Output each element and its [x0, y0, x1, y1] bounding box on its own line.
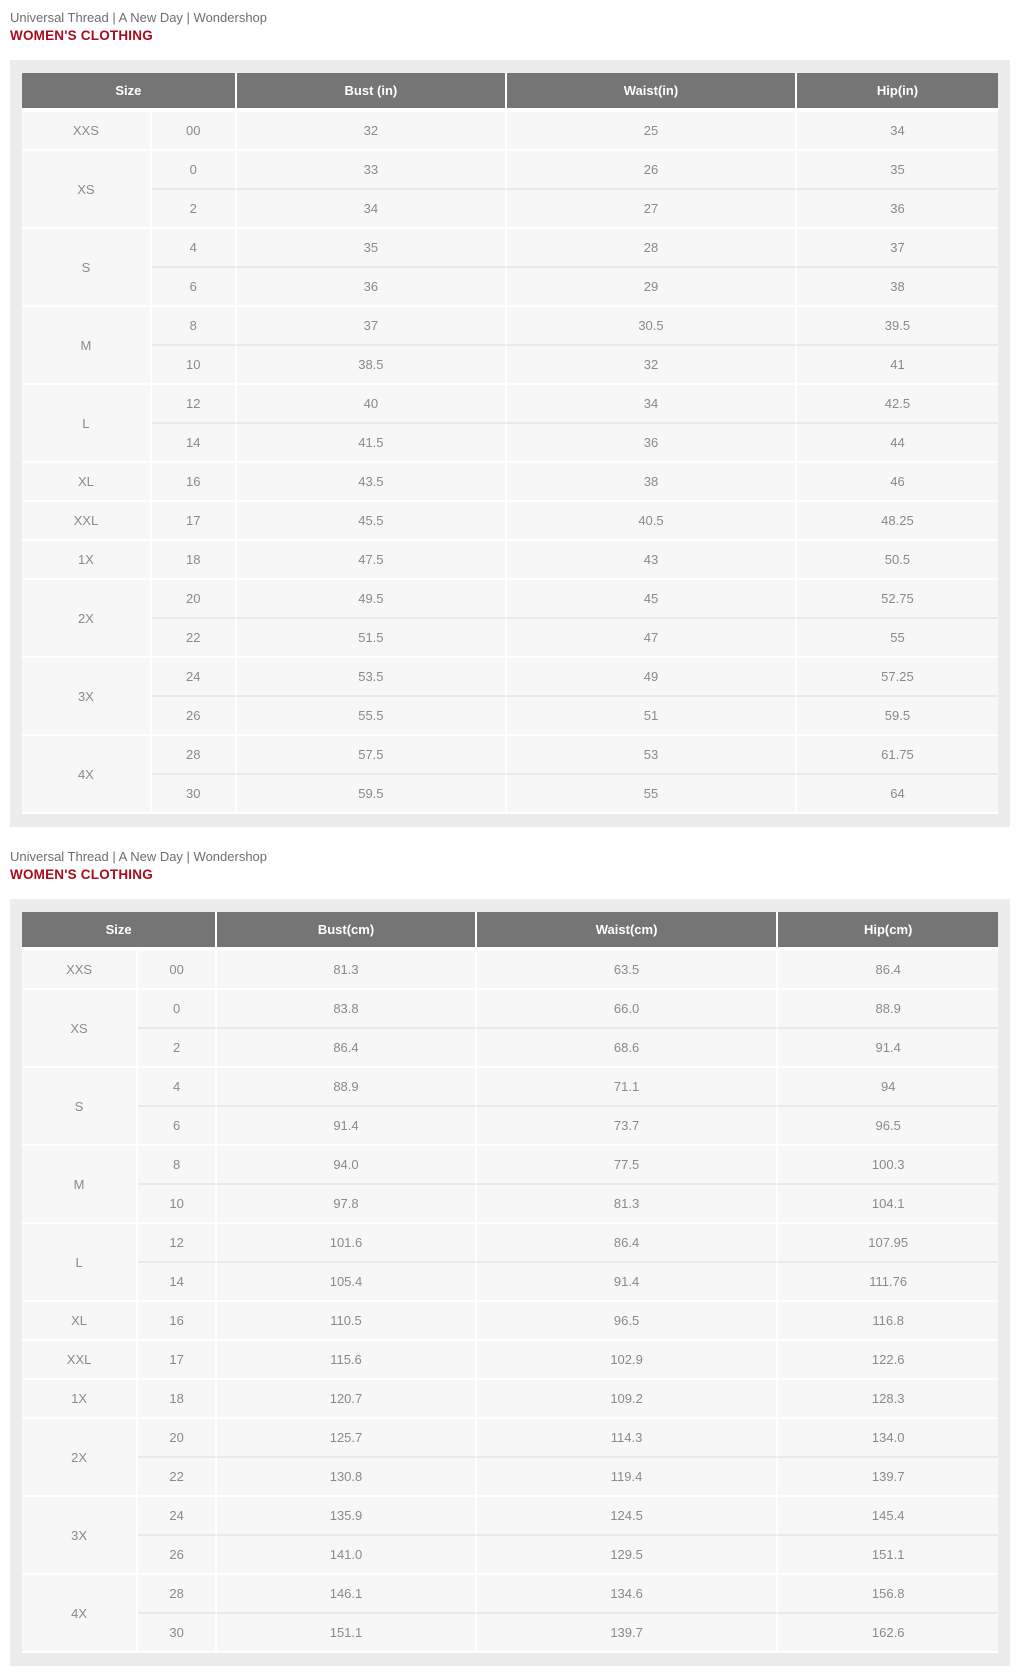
table-row: [22, 1146, 998, 1185]
hip-cell: 100.3: [778, 1146, 998, 1185]
table-row: [22, 424, 998, 463]
size-chart-section-cm: [0, 849, 1024, 1666]
bust-cell: 33: [237, 151, 507, 190]
size-letter-cell: S: [22, 229, 152, 307]
waist-cell: 40.5: [507, 502, 797, 541]
bust-cell: 55.5: [237, 697, 507, 736]
bust-cell: 151.1: [217, 1614, 477, 1653]
hip-cell: 116.8: [778, 1302, 998, 1341]
size-letter-cell: XS: [22, 151, 152, 229]
table-row: [22, 619, 998, 658]
waist-cell: 129.5: [477, 1536, 779, 1575]
table-row: [22, 1458, 998, 1497]
waist-cell: 68.6: [477, 1029, 779, 1068]
table-row: [22, 1107, 998, 1146]
waist-cell: 81.3: [477, 1185, 779, 1224]
hip-cell: 128.3: [778, 1380, 998, 1419]
table-row: [22, 775, 998, 814]
hip-cell: 94: [778, 1068, 998, 1107]
bust-cell: 94.0: [217, 1146, 477, 1185]
size-number-cell: 30: [138, 1614, 217, 1653]
waist-cell: 43: [507, 541, 797, 580]
table-row: [22, 190, 998, 229]
bust-cell: 47.5: [237, 541, 507, 580]
category-title: WOMEN'S CLOTHING: [10, 28, 153, 43]
table-row: [22, 385, 998, 424]
table-header-row: [22, 912, 998, 951]
table-row: [22, 463, 998, 502]
size-letter-cell: 3X: [22, 658, 152, 736]
bust-cell: 43.5: [237, 463, 507, 502]
waist-cell: 109.2: [477, 1380, 779, 1419]
size-number-cell: 10: [152, 346, 237, 385]
table-row: [22, 1302, 998, 1341]
waist-cell: 119.4: [477, 1458, 779, 1497]
bust-cell: 59.5: [237, 775, 507, 814]
table-row: [22, 951, 998, 990]
size-number-cell: 2: [138, 1029, 217, 1068]
waist-cell: 53: [507, 736, 797, 775]
table-row: [22, 346, 998, 385]
size-chart-page: [0, 10, 1024, 1666]
bust-cell: 49.5: [237, 580, 507, 619]
bust-cell: 38.5: [237, 346, 507, 385]
hip-cell: 139.7: [778, 1458, 998, 1497]
size-letter-cell: L: [22, 385, 152, 463]
bust-cell: 41.5: [237, 424, 507, 463]
hip-cell: 122.6: [778, 1341, 998, 1380]
size-number-cell: 0: [138, 990, 217, 1029]
size-number-cell: 16: [138, 1302, 217, 1341]
size-number-cell: 6: [138, 1107, 217, 1146]
size-letter-cell: 4X: [22, 736, 152, 814]
size-letter-cell: L: [22, 1224, 138, 1302]
size-letter-cell: XXL: [22, 502, 152, 541]
table-row: [22, 1224, 998, 1263]
table-row: [22, 1341, 998, 1380]
size-letter-cell: XL: [22, 1302, 138, 1341]
size-number-cell: 24: [138, 1497, 217, 1536]
size-number-cell: 30: [152, 775, 237, 814]
waist-cell: 36: [507, 424, 797, 463]
bust-cell: 101.6: [217, 1224, 477, 1263]
table-row: [22, 1068, 998, 1107]
table-row: [22, 307, 998, 346]
size-number-cell: 18: [152, 541, 237, 580]
size-letter-cell: XS: [22, 990, 138, 1068]
hip-cell: 61.75: [797, 736, 998, 775]
hip-cell: 64: [797, 775, 998, 814]
table-row: [22, 1419, 998, 1458]
hip-cell: 86.4: [778, 951, 998, 990]
bust-cell: 34: [237, 190, 507, 229]
size-letter-cell: S: [22, 1068, 138, 1146]
bust-cell: 86.4: [217, 1029, 477, 1068]
waist-cell: 134.6: [477, 1575, 779, 1614]
table-row: [22, 1380, 998, 1419]
hip-cell: 107.95: [778, 1224, 998, 1263]
size-letter-cell: XXL: [22, 1341, 138, 1380]
bust-cell: 81.3: [217, 951, 477, 990]
size-letter-cell: 1X: [22, 541, 152, 580]
hip-cell: 35: [797, 151, 998, 190]
table-row: [22, 1185, 998, 1224]
size-number-cell: 2: [152, 190, 237, 229]
bust-cell: 105.4: [217, 1263, 477, 1302]
table-row: [22, 1497, 998, 1536]
table-row: [22, 697, 998, 736]
waist-cell: 47: [507, 619, 797, 658]
table-row: [22, 580, 998, 619]
size-number-cell: 6: [152, 268, 237, 307]
hip-cell: 55: [797, 619, 998, 658]
table-row: [22, 151, 998, 190]
waist-cell: 71.1: [477, 1068, 779, 1107]
waist-cell: 49: [507, 658, 797, 697]
bust-cell: 51.5: [237, 619, 507, 658]
waist-cell: 29: [507, 268, 797, 307]
size-number-cell: 12: [152, 385, 237, 424]
waist-cell: 32: [507, 346, 797, 385]
waist-cell: 102.9: [477, 1341, 779, 1380]
hip-cell: 48.25: [797, 502, 998, 541]
size-number-cell: 18: [138, 1380, 217, 1419]
bust-cell: 36: [237, 268, 507, 307]
size-chart-container-inches: [10, 60, 1010, 827]
hip-column-header: Hip(in): [797, 73, 998, 112]
waist-cell: 139.7: [477, 1614, 779, 1653]
brand-line: Universal Thread | A New Day | Wondershop: [10, 10, 268, 25]
hip-cell: 41: [797, 346, 998, 385]
hip-cell: 104.1: [778, 1185, 998, 1224]
hip-cell: 151.1: [778, 1536, 998, 1575]
size-number-cell: 28: [152, 736, 237, 775]
size-letter-cell: XL: [22, 463, 152, 502]
size-letter-cell: XXS: [22, 951, 138, 990]
table-row: [22, 1263, 998, 1302]
size-number-cell: 14: [152, 424, 237, 463]
size-column-header: Size: [22, 73, 237, 112]
size-number-cell: 00: [152, 112, 237, 151]
size-number-cell: 14: [138, 1263, 217, 1302]
table-row: [22, 502, 998, 541]
bust-column-header: Bust (in): [237, 73, 507, 112]
size-number-cell: 8: [138, 1146, 217, 1185]
hip-cell: 145.4: [778, 1497, 998, 1536]
size-number-cell: 20: [152, 580, 237, 619]
hip-cell: 36: [797, 190, 998, 229]
table-row: [22, 736, 998, 775]
waist-cell: 91.4: [477, 1263, 779, 1302]
size-chart-section-inches: [0, 10, 1024, 827]
size-chart-table-inches: [22, 73, 998, 814]
waist-cell: 38: [507, 463, 797, 502]
table-row: [22, 1536, 998, 1575]
bust-cell: 83.8: [217, 990, 477, 1029]
waist-cell: 114.3: [477, 1419, 779, 1458]
hip-cell: 38: [797, 268, 998, 307]
size-letter-cell: M: [22, 307, 152, 385]
size-number-cell: 22: [138, 1458, 217, 1497]
brand-line: Universal Thread | A New Day | Wondershop: [10, 849, 268, 864]
category-title: WOMEN'S CLOTHING: [10, 867, 153, 882]
bust-cell: 32: [237, 112, 507, 151]
size-number-cell: 0: [152, 151, 237, 190]
hip-cell: 156.8: [778, 1575, 998, 1614]
waist-cell: 28: [507, 229, 797, 268]
waist-cell: 86.4: [477, 1224, 779, 1263]
bust-cell: 40: [237, 385, 507, 424]
hip-cell: 162.6: [778, 1614, 998, 1653]
waist-cell: 26: [507, 151, 797, 190]
hip-cell: 50.5: [797, 541, 998, 580]
waist-column-header: Waist(in): [507, 73, 797, 112]
hip-cell: 91.4: [778, 1029, 998, 1068]
bust-cell: 141.0: [217, 1536, 477, 1575]
table-row: [22, 990, 998, 1029]
size-letter-cell: XXS: [22, 112, 152, 151]
waist-cell: 45: [507, 580, 797, 619]
hip-cell: 46: [797, 463, 998, 502]
size-chart-container-cm: [10, 899, 1010, 1666]
table-row: [22, 268, 998, 307]
size-number-cell: 4: [152, 229, 237, 268]
size-number-cell: 24: [152, 658, 237, 697]
waist-cell: 27: [507, 190, 797, 229]
size-number-cell: 4: [138, 1068, 217, 1107]
waist-cell: 96.5: [477, 1302, 779, 1341]
waist-cell: 55: [507, 775, 797, 814]
size-number-cell: 8: [152, 307, 237, 346]
size-chart-table-cm: [22, 912, 998, 1653]
hip-cell: 39.5: [797, 307, 998, 346]
table-header-row: [22, 73, 998, 112]
size-letter-cell: 3X: [22, 1497, 138, 1575]
hip-cell: 59.5: [797, 697, 998, 736]
size-number-cell: 26: [152, 697, 237, 736]
bust-cell: 146.1: [217, 1575, 477, 1614]
bust-cell: 91.4: [217, 1107, 477, 1146]
size-number-cell: 22: [152, 619, 237, 658]
bust-cell: 97.8: [217, 1185, 477, 1224]
hip-cell: 57.25: [797, 658, 998, 697]
size-letter-cell: 2X: [22, 1419, 138, 1497]
table-row: [22, 658, 998, 697]
bust-cell: 115.6: [217, 1341, 477, 1380]
bust-cell: 120.7: [217, 1380, 477, 1419]
size-letter-cell: 1X: [22, 1380, 138, 1419]
hip-cell: 111.76: [778, 1263, 998, 1302]
size-letter-cell: 4X: [22, 1575, 138, 1653]
bust-cell: 53.5: [237, 658, 507, 697]
waist-cell: 73.7: [477, 1107, 779, 1146]
hip-cell: 37: [797, 229, 998, 268]
hip-cell: 88.9: [778, 990, 998, 1029]
size-number-cell: 17: [152, 502, 237, 541]
bust-cell: 45.5: [237, 502, 507, 541]
hip-cell: 134.0: [778, 1419, 998, 1458]
hip-cell: 44: [797, 424, 998, 463]
size-number-cell: 00: [138, 951, 217, 990]
table-row: [22, 1029, 998, 1068]
size-column-header: Size: [22, 912, 217, 951]
hip-cell: 34: [797, 112, 998, 151]
bust-cell: 37: [237, 307, 507, 346]
table-row: [22, 229, 998, 268]
bust-cell: 135.9: [217, 1497, 477, 1536]
hip-column-header: Hip(cm): [778, 912, 998, 951]
waist-cell: 66.0: [477, 990, 779, 1029]
size-number-cell: 20: [138, 1419, 217, 1458]
waist-cell: 124.5: [477, 1497, 779, 1536]
bust-column-header: Bust(cm): [217, 912, 477, 951]
waist-cell: 34: [507, 385, 797, 424]
hip-cell: 42.5: [797, 385, 998, 424]
hip-cell: 52.75: [797, 580, 998, 619]
waist-cell: 63.5: [477, 951, 779, 990]
size-letter-cell: 2X: [22, 580, 152, 658]
bust-cell: 130.8: [217, 1458, 477, 1497]
size-number-cell: 17: [138, 1341, 217, 1380]
bust-cell: 88.9: [217, 1068, 477, 1107]
size-number-cell: 10: [138, 1185, 217, 1224]
waist-cell: 25: [507, 112, 797, 151]
waist-column-header: Waist(cm): [477, 912, 779, 951]
bust-cell: 125.7: [217, 1419, 477, 1458]
waist-cell: 51: [507, 697, 797, 736]
hip-cell: 96.5: [778, 1107, 998, 1146]
size-letter-cell: M: [22, 1146, 138, 1224]
bust-cell: 110.5: [217, 1302, 477, 1341]
bust-cell: 57.5: [237, 736, 507, 775]
table-row: [22, 541, 998, 580]
waist-cell: 30.5: [507, 307, 797, 346]
size-number-cell: 26: [138, 1536, 217, 1575]
table-row: [22, 1614, 998, 1653]
bust-cell: 35: [237, 229, 507, 268]
size-number-cell: 12: [138, 1224, 217, 1263]
size-number-cell: 16: [152, 463, 237, 502]
table-row: [22, 112, 998, 151]
table-row: [22, 1575, 998, 1614]
waist-cell: 77.5: [477, 1146, 779, 1185]
size-number-cell: 28: [138, 1575, 217, 1614]
